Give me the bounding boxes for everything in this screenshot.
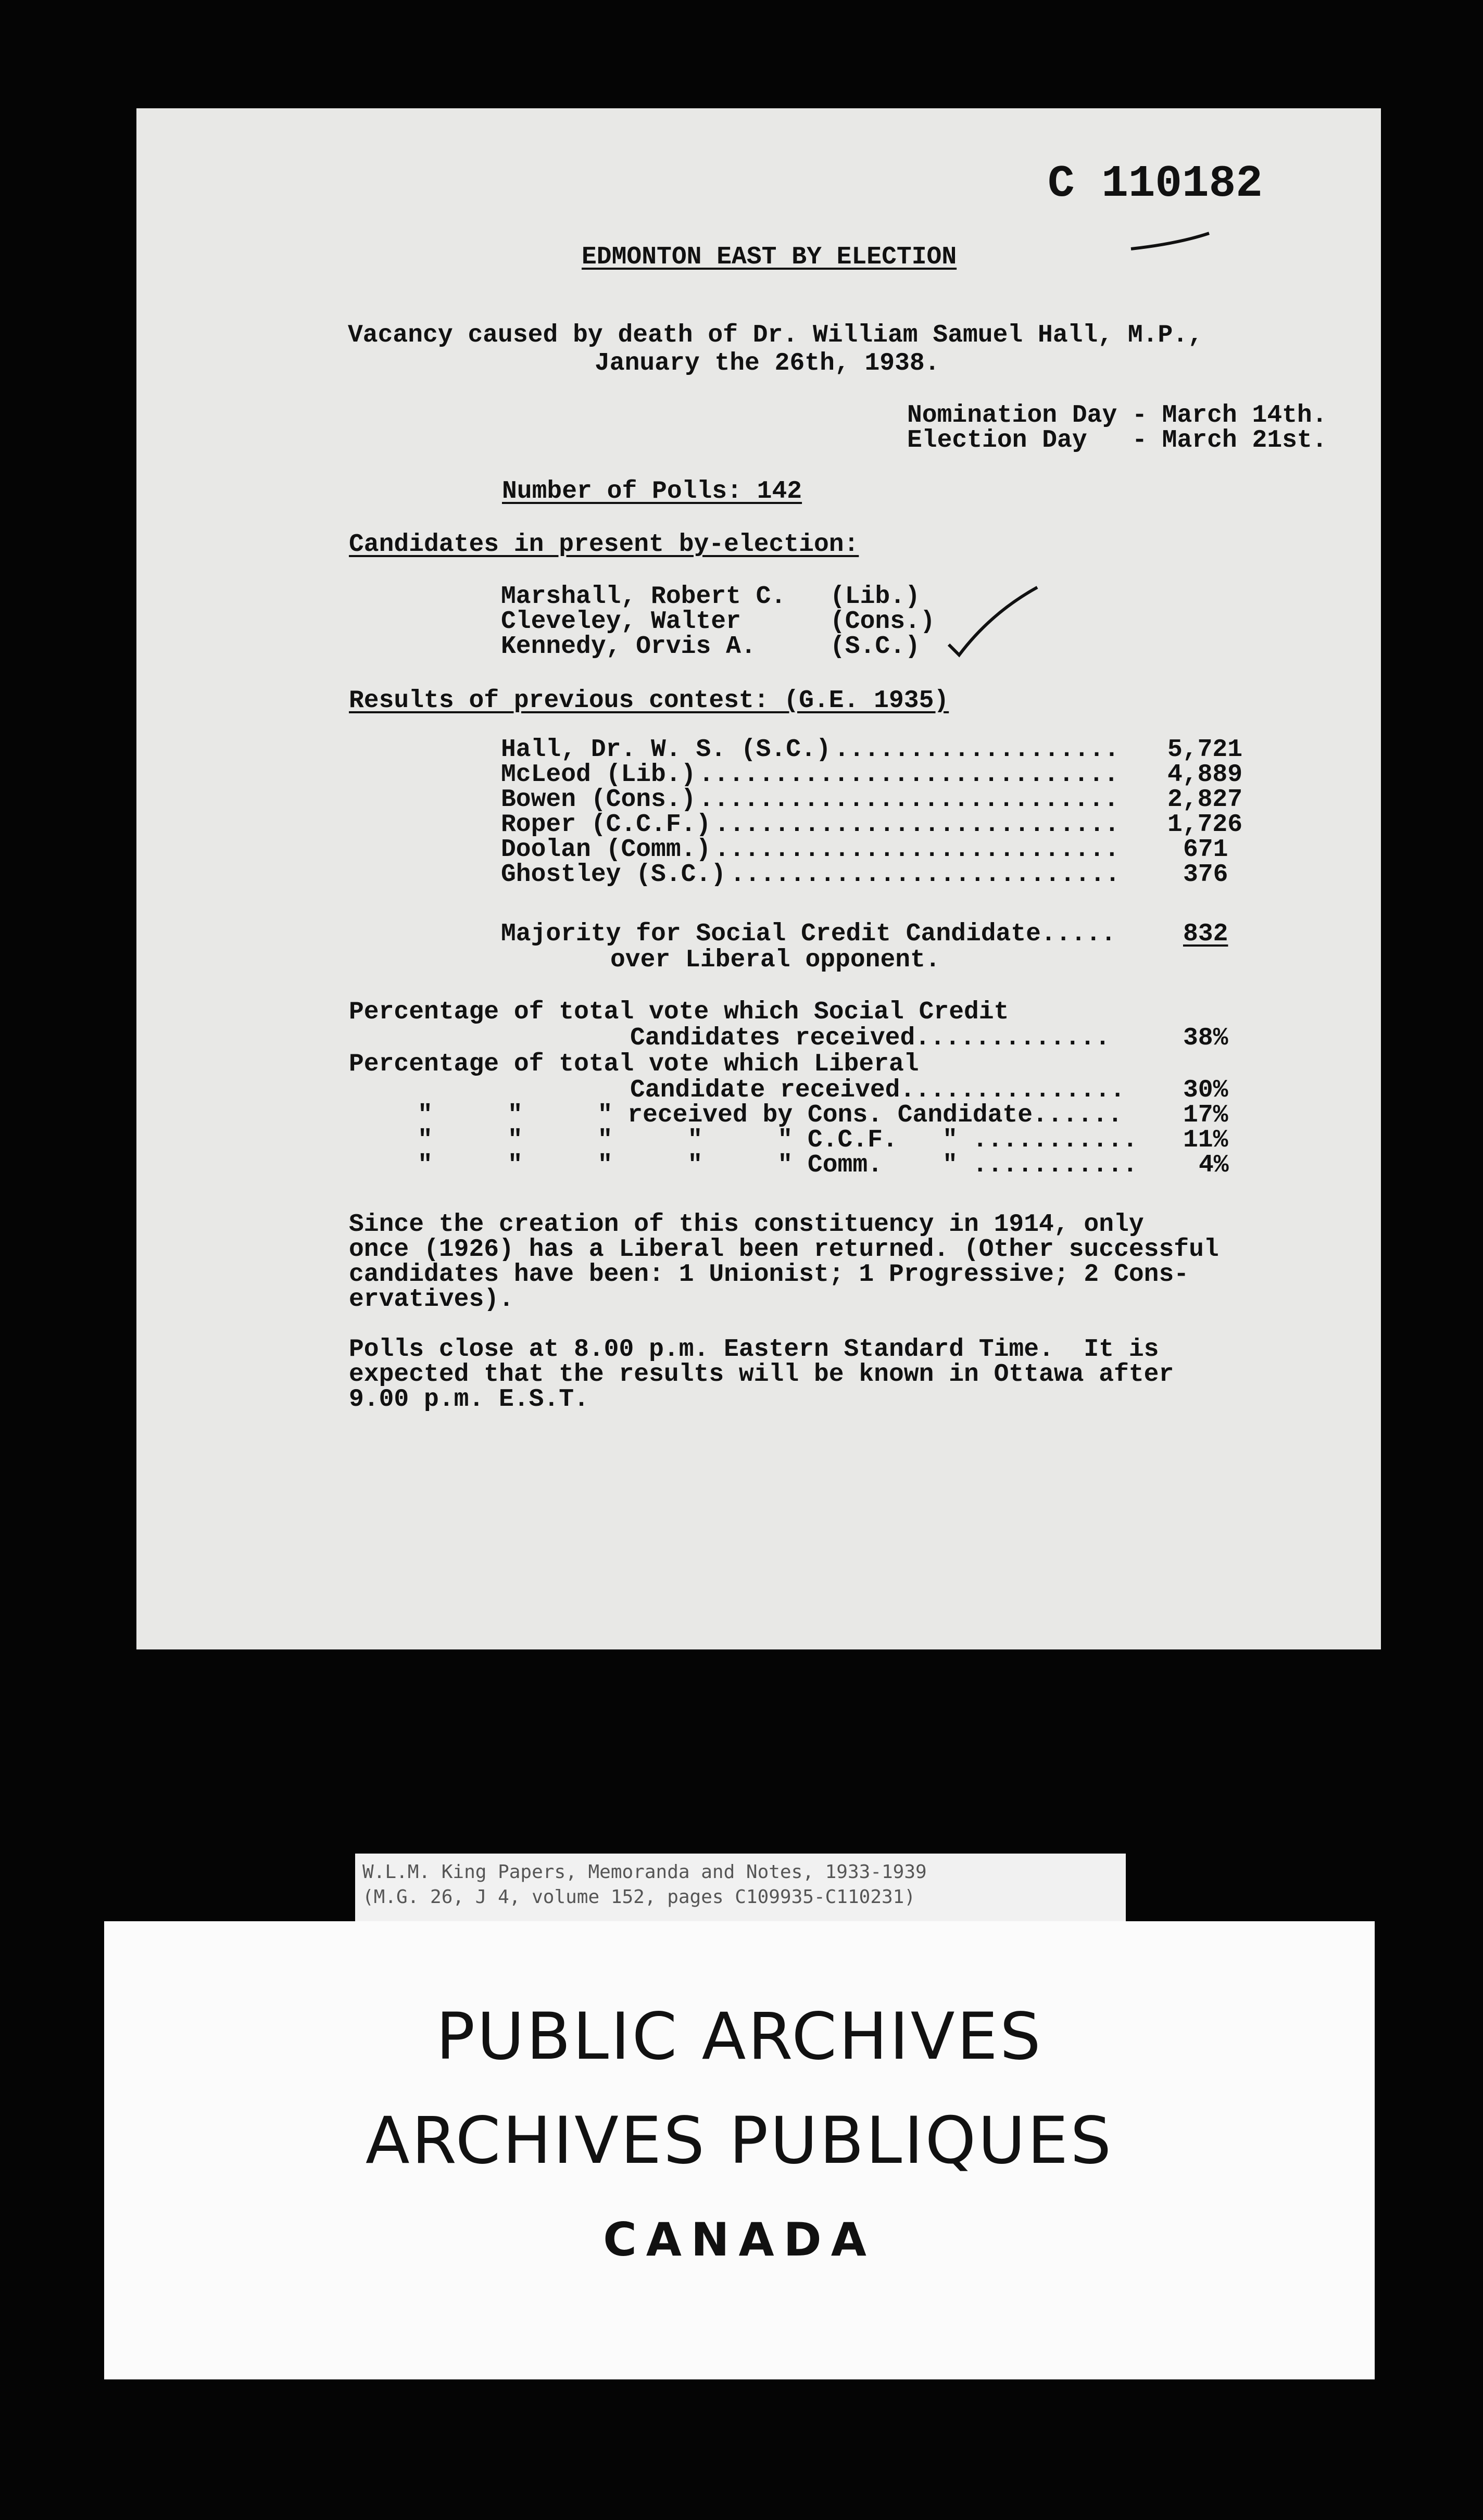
pct-lib-value: 30%: [1183, 1076, 1228, 1104]
result-1-dots: ...................: [834, 736, 1120, 764]
result-1-votes: 5,721: [1167, 736, 1243, 764]
pct-lib-line-1: Percentage of total vote which Liberal: [349, 1050, 919, 1078]
result-6-name: Ghostley (S.C.): [501, 861, 726, 889]
pct-cons-value: 17%: [1183, 1101, 1228, 1129]
result-2-votes: 4,889: [1167, 761, 1243, 789]
public-archives-card: [104, 1921, 1375, 2379]
archive-reference-label: [355, 1854, 1126, 1921]
result-2-dots: ............................: [699, 761, 1119, 789]
majority-line-2: over Liberal opponent.: [610, 946, 940, 974]
memo-title: EDMONTON EAST BY ELECTION: [582, 243, 957, 271]
archive-reference-line-2: (M.G. 26, J 4, volume 152, pages C109935-C110231): [362, 1886, 916, 1908]
pct-comm-line: " " " " " Comm. " ...........: [418, 1151, 1138, 1179]
results-heading: Results of previous contest: (G.E. 1935): [349, 687, 949, 715]
pct-cons-line: " " " received by Cons. Candidate......: [418, 1101, 1123, 1129]
result-4-votes: 1,726: [1167, 811, 1243, 839]
checkmark-icon: [944, 582, 1042, 660]
card-line-public-archives: PUBLIC ARCHIVES: [436, 1999, 1043, 2074]
result-3-votes: 2,827: [1167, 786, 1243, 814]
candidate-1-name: Marshall, Robert C.: [501, 583, 786, 611]
majority-value: 832: [1183, 920, 1228, 948]
polls-close-line-3: 9.00 p.m. E.S.T.: [349, 1385, 589, 1414]
pct-sc-line-2: Candidates received.............: [630, 1024, 1110, 1052]
archive-stamp-number: C 110182: [1048, 158, 1263, 209]
pct-ccf-value: 11%: [1183, 1126, 1228, 1154]
candidate-3-party: (S.C.): [830, 633, 920, 661]
polls-close-line-1: Polls close at 8.00 p.m. Eastern Standard Time. It is: [349, 1335, 1159, 1364]
candidate-1-party: (Lib.): [830, 583, 920, 611]
candidate-2-name: Cleveley, Walter: [501, 608, 741, 636]
pct-sc-value: 38%: [1183, 1024, 1228, 1052]
stamp-underline-mark: [1126, 228, 1240, 254]
number-of-polls: Number of Polls: 142: [502, 477, 802, 506]
result-5-votes: 671: [1183, 836, 1228, 864]
candidates-heading: Candidates in present by-election:: [349, 531, 859, 559]
result-4-dots: ...........................: [714, 811, 1120, 839]
card-line-archives-publiques: ARCHIVES PUBLIQUES: [365, 2103, 1114, 2178]
result-5-name: Doolan (Comm.): [501, 836, 711, 864]
nomination-day: Nomination Day - March 14th.: [907, 401, 1327, 430]
history-line-4: ervatives).: [349, 1286, 514, 1314]
election-day: Election Day - March 21st.: [907, 426, 1327, 455]
result-4-name: Roper (C.C.F.): [501, 811, 711, 839]
result-2-name: McLeod (Lib.): [501, 761, 696, 789]
vacancy-line-1: Vacancy caused by death of Dr. William Samuel Hall, M.P.,: [348, 321, 1203, 349]
pct-comm-value: 4%: [1199, 1151, 1229, 1179]
result-3-dots: ............................: [699, 786, 1119, 814]
result-3-name: Bowen (Cons.): [501, 786, 696, 814]
history-line-1: Since the creation of this constituency in 1914, only: [349, 1211, 1144, 1239]
result-6-dots: ..........................: [730, 861, 1120, 889]
typed-memo-page: [136, 108, 1381, 1649]
pct-ccf-line: " " " " " C.C.F. " ...........: [418, 1126, 1138, 1154]
result-6-votes: 376: [1183, 861, 1228, 889]
archive-reference-line-1: W.L.M. King Papers, Memoranda and Notes, 1933-1939: [362, 1861, 927, 1883]
pct-lib-line-2: Candidate received...............: [630, 1076, 1125, 1104]
vacancy-line-2: January the 26th, 1938.: [595, 349, 940, 377]
candidate-3-name: Kennedy, Orvis A.: [501, 633, 756, 661]
majority-line-1: Majority for Social Credit Candidate.....: [501, 920, 1116, 948]
history-line-3: candidates have been: 1 Unionist; 1 Progressive; 2 Cons-: [349, 1261, 1189, 1289]
result-1-name: Hall, Dr. W. S. (S.C.): [501, 736, 831, 764]
pct-sc-line-1: Percentage of total vote which Social Credit: [349, 998, 1009, 1026]
history-line-2: once (1926) has a Liberal been returned. (Other successful: [349, 1236, 1219, 1264]
result-5-dots: ...........................: [714, 836, 1120, 864]
candidate-2-party: (Cons.): [830, 608, 935, 636]
polls-close-line-2: expected that the results will be known in Ottawa after: [349, 1360, 1174, 1389]
card-line-canada: CANADA: [603, 2213, 876, 2266]
